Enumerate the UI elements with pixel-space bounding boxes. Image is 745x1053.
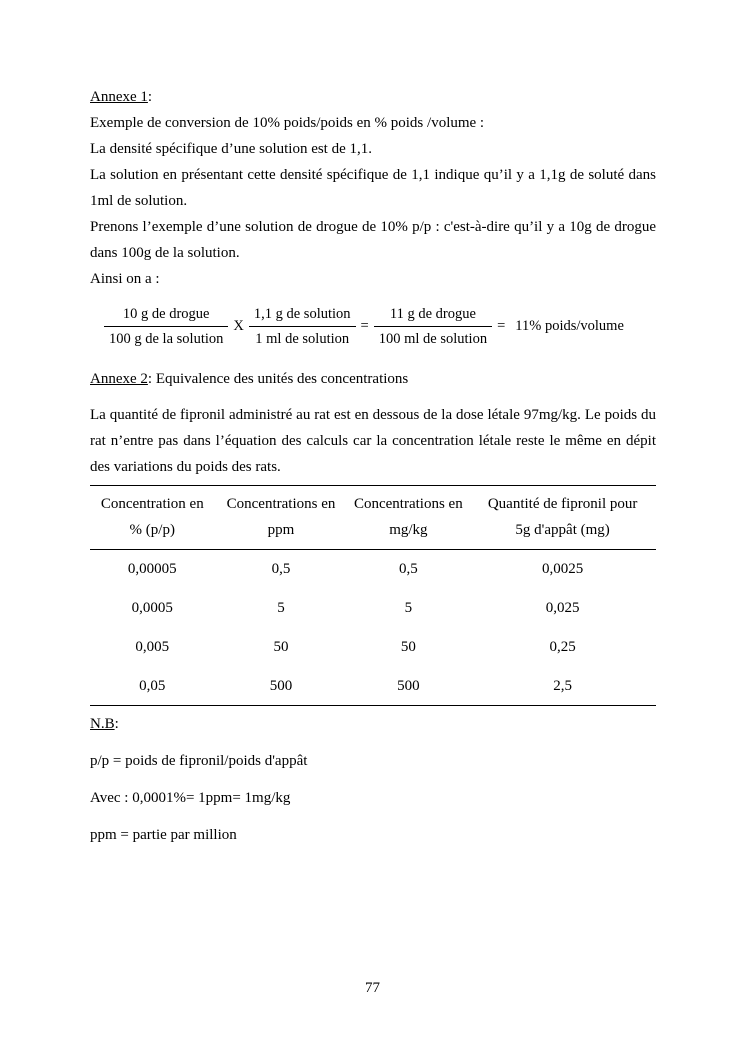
nb-equivalence: Avec : 0,0001%= 1ppm= 1mg/kg — [90, 790, 291, 807]
table-header-cell-mgkg — [348, 486, 470, 550]
header-line: 5g d'appât (mg) — [515, 522, 610, 539]
table-header-cell-quantite — [469, 486, 656, 550]
table-cell: 2,5 — [553, 677, 572, 694]
table-cell: 0,5 — [271, 561, 291, 577]
table-cell: 0,025 — [545, 599, 580, 616]
fraction-3 — [374, 304, 492, 348]
conversion-formula — [104, 304, 656, 348]
table-cell: 0,05 — [139, 677, 166, 694]
table-row — [90, 667, 656, 706]
header-line: Concentrations en — [226, 496, 336, 513]
annexe2-title: Annexe 2 — [90, 371, 148, 388]
table-cell: 0,5 — [398, 561, 418, 577]
equals-operator-2: = — [497, 318, 506, 335]
paragraph-exemple-drogue: Prenons l’exemple d’une solution de drogue de 10% p/p : c'est-à-dire qu’il y a 10g de drogue dans 100g de la solution. — [90, 219, 656, 261]
paragraph-conversion-intro: Exemple de conversion de 10% poids/poids en % poids /volume : — [90, 115, 485, 131]
fraction-1-numerator: 10 g de drogue — [104, 304, 228, 327]
table-header-cell-percent — [90, 486, 215, 550]
annexe2-subtitle: : Equivalence des unités des concentrations — [147, 371, 409, 388]
header-line: Quantité de fipronil pour — [487, 496, 638, 513]
concentration-table — [90, 485, 656, 706]
nb-title: N.B — [90, 716, 115, 733]
table-cell: 5 — [277, 599, 285, 616]
table-cell: 500 — [397, 677, 420, 694]
fraction-2 — [249, 304, 356, 348]
paragraph-fipronil: La quantité de fipronil administré au rat est en dessous de la dose létale 97mg/kg. Le poids du rat n’entre pas dans l’équation des calculs car la concentration létale reste le même en dépit des variations du poids des rats. — [90, 407, 656, 476]
page-content — [90, 84, 656, 847]
annexe1-title-colon: : — [147, 89, 153, 105]
formula-result: 11% poids/volume — [515, 318, 624, 335]
fraction-2-numerator: 1,1 g de solution — [249, 304, 356, 327]
table-cell: 0,005 — [135, 638, 170, 655]
equals-operator-1: = — [360, 318, 369, 335]
table-cell: 50 — [273, 638, 289, 655]
header-line: Concentrations en — [353, 496, 463, 513]
fraction-3-denominator: 100 ml de solution — [378, 331, 488, 348]
table-row — [90, 628, 656, 667]
annexe1-title: Annexe 1 — [90, 89, 148, 105]
annexe2-heading — [90, 366, 656, 392]
table-cell: 0,25 — [549, 638, 576, 655]
fraction-1-denominator: 100 g de la solution — [109, 331, 224, 348]
multiplication-operator: X — [233, 318, 244, 335]
fraction-3-numerator: 11 g de drogue — [374, 304, 492, 327]
header-line: Concentration en — [100, 496, 204, 513]
annexe1-section — [90, 84, 656, 348]
nb-heading — [90, 712, 656, 736]
table-cell: 500 — [269, 677, 293, 694]
table-header-row — [90, 486, 656, 550]
header-line: % (p/p) — [129, 522, 175, 539]
table-cell: 50 — [400, 638, 416, 655]
nb-section — [90, 712, 656, 847]
paragraph-solution-densite: La solution en présentant cette densité spécifique de 1,1 indique qu’il y a 1,1g de soluté dans 1ml de solution. — [90, 167, 656, 209]
header-line: ppm — [267, 522, 295, 539]
fraction-1 — [104, 304, 228, 348]
table-header-cell-ppm — [215, 486, 348, 550]
annexe2-section — [90, 366, 656, 706]
table-cell: 0,00005 — [127, 561, 177, 577]
paragraph-ainsi: Ainsi on a : — [90, 271, 160, 287]
table-row — [90, 550, 656, 589]
paragraph-densite: La densité spécifique d’une solution est de 1,1. — [90, 141, 373, 157]
annexe1-heading — [90, 84, 656, 110]
table-cell: 0,0005 — [131, 599, 173, 616]
table-cell: 5 — [404, 599, 413, 616]
nb-definition-pp: p/p = poids de fipronil/poids d'appât — [90, 753, 308, 770]
nb-title-colon: : — [114, 716, 119, 733]
fraction-2-denominator: 1 ml de solution — [255, 331, 350, 348]
page-number: 77 — [365, 980, 380, 996]
table-cell: 0,0025 — [541, 561, 584, 577]
header-line: mg/kg — [389, 522, 428, 539]
table-row — [90, 589, 656, 628]
nb-definition-ppm: ppm = partie par million — [90, 827, 237, 844]
